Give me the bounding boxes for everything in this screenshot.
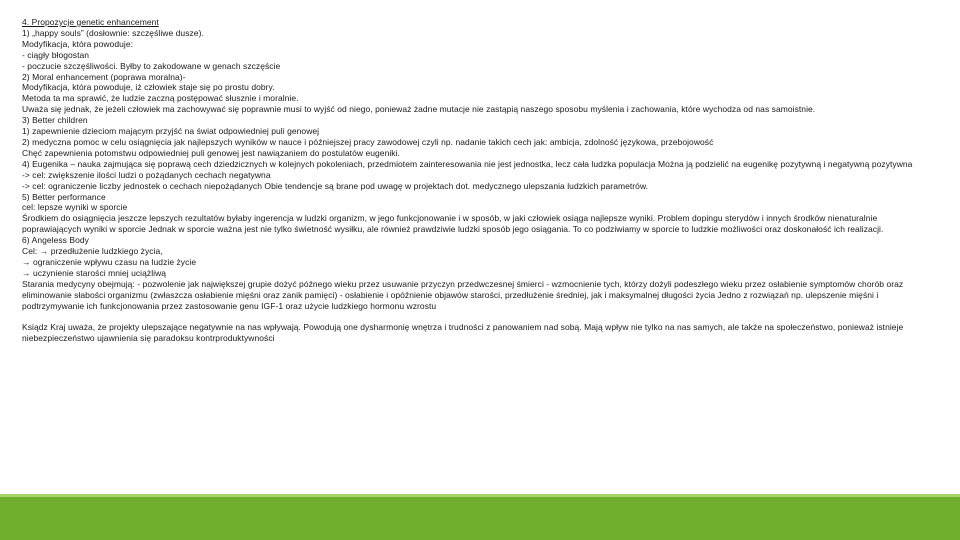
text-line: 1) zapewnienie dzieciom mającym przyjść na świat odpowiedniej puli genowej	[22, 126, 320, 137]
slide-body	[22, 17, 918, 344]
text-line: Cel: → przedłużenie ludzkiego życia,	[22, 246, 163, 257]
text-line: 6) Angeless Body	[22, 235, 89, 246]
section-heading: 4. Propozycje genetic enhancement	[22, 17, 159, 27]
text-line: → ograniczenie wpływu czasu na ludzie życie	[22, 256, 197, 267]
text-line: → uczynienie starości mniej uciążliwą	[22, 267, 167, 278]
text-line: - ciągły błogostan	[22, 49, 90, 60]
text-paragraph: Środkiem do osiągnięcia jeszcze lepszych rezultatów byłaby ingerencja w ludzki organizm, w jego funkcjonowanie i w sposób, w jaki człowiek osiąga najlepsze wyniki. Problem dopingu sterydów i innych środków nienaturalnie poprawiających wyniki w sporcie Jednak w sporcie ważna jest nie tylko świetność wysiłku, ale również prawdziwie ludzki sposób jego osiągania. To co podziwiamy w sporcie to ludzkie możliwości oraz doskonałość ich realizacji.	[22, 213, 884, 235]
text-paragraph: 4) Eugenika – nauka zajmująca się poprawą cech dziedzicznych w kolejnych pokoleniach, przedmiotem zainteresowania nie jest jednostka, lecz cała ludzka populacja Można ją podzielić na eugenikę pozytywną i negatywną pozytywna	[22, 158, 913, 169]
text-line: Chęć zapewnienia potomstwu odpowiedniej puli genowej jest nawiązaniem do postulatów eugeniki.	[22, 147, 400, 158]
text-line: 3) Better children	[22, 115, 88, 126]
text-line: - poczucie szczęśliwości. Byłby to zakodowane w genach szczęście	[22, 60, 281, 71]
text-line: Modyfikacja, która powoduje:	[22, 38, 134, 49]
text-line: Modyfikacja, która powoduje, iż człowiek staje się po prostu dobry.	[22, 82, 275, 93]
text-line: 2) medyczna pomoc w celu osiągnięcia jak najlepszych wyników w nauce i późniejszej pracy zawodowej czyli np. nadanie takich cech jak: ambicja, zdolność językowa, przebojowość	[22, 136, 714, 147]
text-line: 5) Better performance	[22, 191, 106, 202]
text-line: -> cel: ograniczenie liczby jednostek o cechach niepożądanych Obie tendencje są brane pod uwagę w projektach dot. medycznego ulepszania ludzkich parametrów.	[22, 180, 649, 191]
text-paragraph: Starania medycyny obejmują: - pozwolenie jak największej grupie dożyć późnego wieku przez usuwanie przyczyn przedwczesnej śmierci - wzmocnienie tych, którzy dożyli podeszłego wieku przez osłabienie symptomów chorób oraz eliminowanie słabości organizmu (zwłaszcza osłabienie mięśni oraz zanik pamięci) - osłabienie i opóźnienie objawów starości, przedłużenie średniej, jak i maksymalnej długości życia Jedno z rozwiązań np. ulepszenie mięśni i podtrzymywanie ich funkcjonowania przez zastosowanie genu IGF-1 oraz użycie ludzkiego hormonu wzrostu	[22, 278, 904, 311]
text-line: -> cel: zwiększenie ilości ludzi o pożądanych cechach negatywna	[22, 169, 271, 180]
text-paragraph: Uważa się jednak, że jeżeli człowiek ma zachowywać się poprawnie musi to wyjść od niego, ponieważ żadne mutacje nie zastąpią naszego sposobu myślenia i zachowania, które wychodza od nas samoistnie.	[22, 104, 816, 115]
text-line: 2) Moral enhancement (poprawa moralna)-	[22, 71, 186, 82]
text-line: cel: lepsze wyniki w sporcie	[22, 202, 128, 213]
footer-bar	[0, 497, 960, 540]
text-line: 1) „happy souls” (dosłownie: szczęśliwe dusze).	[22, 27, 204, 38]
text-line: Metoda ta ma sprawić, że ludzie zaczną postępować słusznie i moralnie.	[22, 93, 299, 104]
conclusion-paragraph: Ksiądz Kraj uważa, że projekty ulepszające negatywnie na nas wpływają. Powodują one dysharmonię wnętrza i trudności z panowaniem nad sobą. Mają wpływ nie tylko na nas samych, ale także na społeczeństwo, ponieważ istnieje niebezpieczeństwo ujawnienia się paradoksu kontrproduktywności	[22, 321, 904, 343]
